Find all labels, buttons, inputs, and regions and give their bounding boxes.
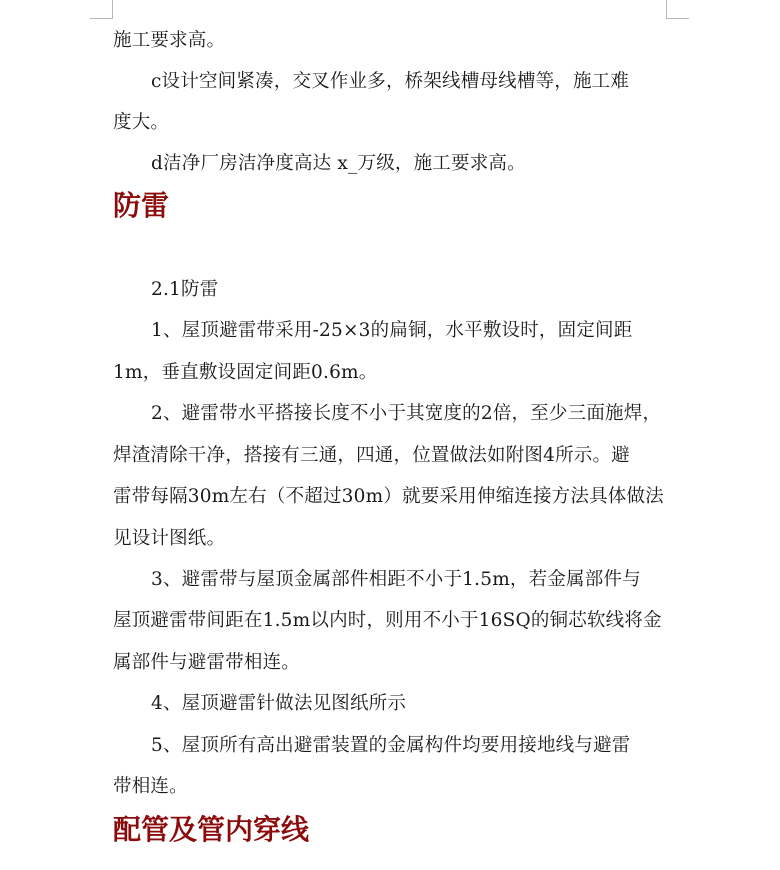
paragraph-line: 1m，垂直敷设固定间距0.6m。	[113, 362, 378, 383]
paragraph-line: 属部件与避雷带相连。	[113, 652, 301, 673]
paragraph-line: 施工要求高。	[113, 30, 226, 51]
paragraph-line: 5、屋顶所有高出避雷装置的金属构件均要用接地线与避雷	[151, 735, 631, 756]
paragraph-line: 4、屋顶避雷针做法见图纸所示	[151, 693, 407, 714]
paragraph-line: 雷带每隔30m左右（不超过30m）就要采用伸缩连接方法具体做法	[113, 486, 664, 507]
paragraph-line: 度大。	[113, 112, 170, 133]
subsection-title: 2.1防雷	[151, 279, 219, 300]
paragraph-line: 1、屋顶避雷带采用-25×3的扁铜，水平敷设时，固定间距	[151, 320, 633, 341]
page-corner-mark-right	[666, 0, 689, 19]
page-corner-mark-left	[90, 0, 113, 19]
paragraph-line: d洁净厂房洁净度高达 x_万级，施工要求高。	[151, 153, 526, 174]
paragraph-line: 带相连。	[113, 776, 188, 797]
paragraph-line: 3、避雷带与屋顶金属部件相距不小于1.5m，若金属部件与	[151, 569, 641, 590]
section-heading-lightning: 防雷	[113, 189, 170, 222]
paragraph-line: 焊渣清除干净，搭接有三通，四通，位置做法如附图4所示。避	[113, 445, 630, 466]
section-heading-conduit: 配管及管内穿线	[113, 813, 310, 846]
paragraph-line: c设计空间紧凑，交叉作业多，桥架线槽母线槽等，施工难	[151, 71, 630, 92]
paragraph-line: 2、避雷带水平搭接长度不小于其宽度的2倍，至少三面施焊，	[151, 403, 662, 424]
paragraph-line: 屋顶避雷带间距在1.5m以内时，则用不小于16SQ的铜芯软线将金	[113, 610, 662, 631]
paragraph-line: 见设计图纸。	[113, 528, 226, 549]
